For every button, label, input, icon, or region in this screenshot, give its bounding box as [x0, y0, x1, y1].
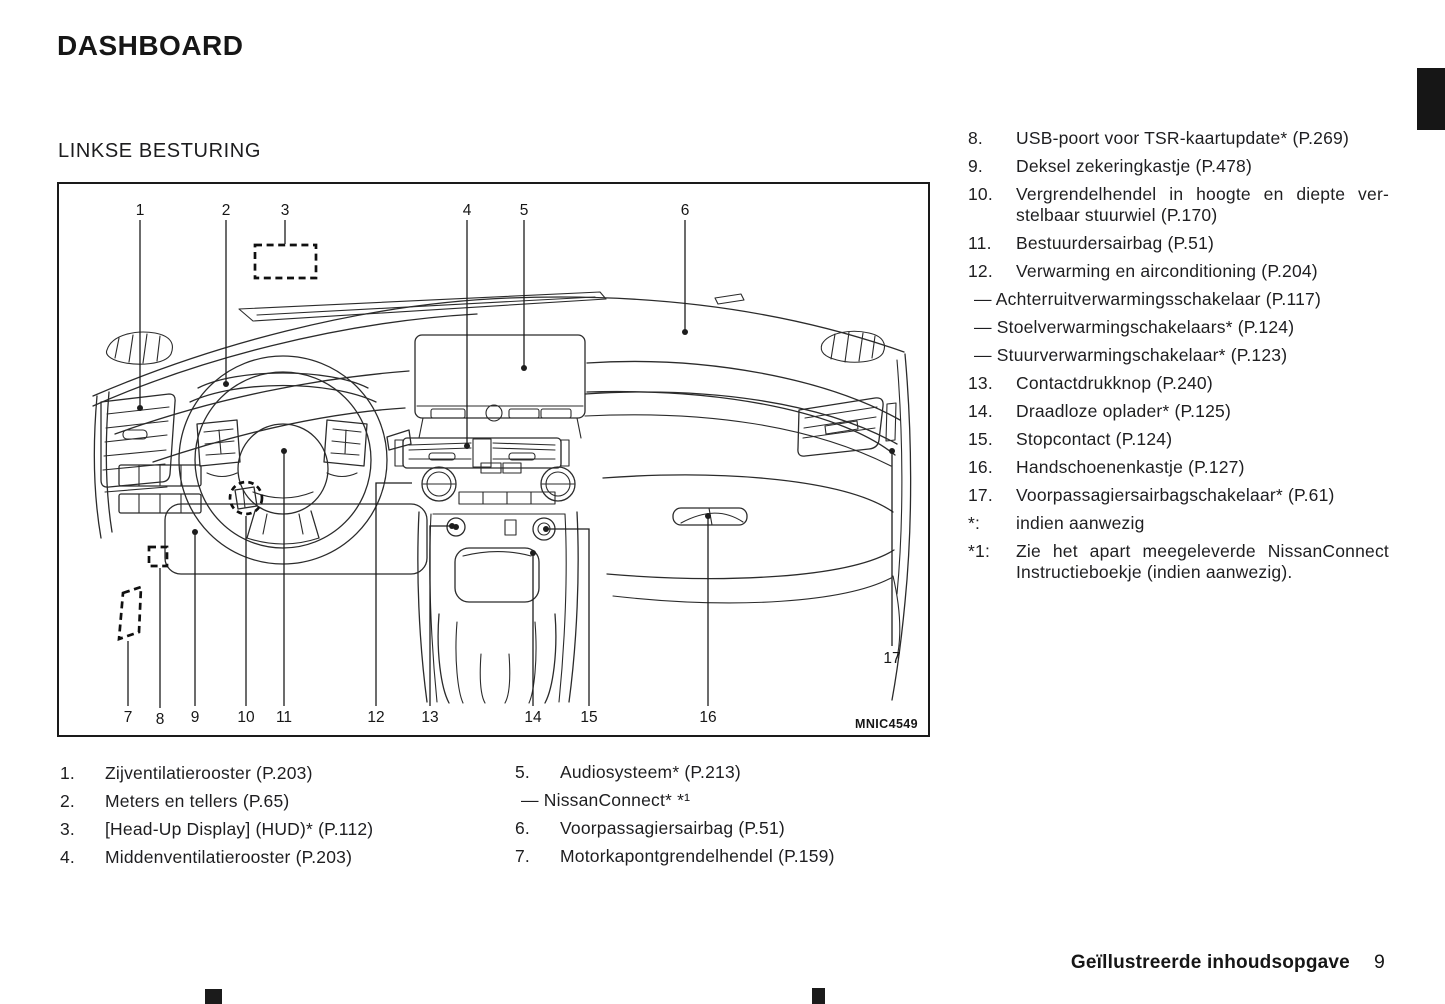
dashboard-diagram [57, 182, 930, 737]
legend-item [968, 429, 1389, 450]
figure-code: MNIC4549 [855, 717, 918, 731]
legend-item-number: 4. [60, 847, 75, 867]
legend-item-text: Meters en tellers (P.65) [105, 791, 290, 811]
legend-item-number: 17. [968, 485, 993, 505]
callout-labels [124, 202, 901, 728]
legend-item [968, 513, 1389, 534]
legend-item-text: Handschoenenkastje (P.127) [1016, 457, 1245, 477]
usb-dashed-box [149, 547, 167, 566]
legend-item [60, 819, 480, 840]
legend-item [515, 790, 935, 811]
legend-item [515, 762, 935, 783]
legend-item-text: Deksel zekeringkastje (P.478) [1016, 156, 1253, 176]
climate-controls [422, 463, 575, 504]
legend-item [968, 261, 1389, 282]
legend-item [968, 128, 1389, 149]
callout-number-8: 8 [155, 711, 165, 728]
legend-item [968, 233, 1389, 254]
callout-number-13: 13 [421, 709, 439, 726]
fusebox-dashed-shape [119, 587, 141, 639]
legend-item-text: Stopcontact (P.124) [1016, 429, 1173, 449]
legend-item-text: Voorpassagiersairbag (P.51) [560, 818, 785, 838]
page-title: DASHBOARD [57, 30, 244, 61]
callout-number-16: 16 [699, 709, 717, 726]
callout-number-15: 15 [580, 709, 598, 726]
legend-item-number: 11. [968, 233, 992, 253]
hud-dashed-box [255, 245, 316, 278]
legend-item [968, 317, 1389, 338]
section-title: LINKSE BESTURING [58, 140, 261, 162]
footer-page-number: 9 [1373, 951, 1385, 973]
legend-item-text: Voorpassagiersairbagschakelaar* (P.61) [1016, 485, 1335, 505]
callout-leader-lines [128, 220, 895, 708]
legend-item-text: — Stuurverwarmingschakelaar* (P.123) [974, 345, 1288, 365]
tilt-lever-dashed-circle [230, 482, 262, 514]
legend-item-text: Bestuurdersairbag (P.51) [1016, 233, 1215, 253]
legend-item [968, 485, 1389, 506]
legend-item-text: Contactdrukknop (P.240) [1016, 373, 1213, 393]
defrost-vents [107, 292, 885, 364]
legend-item [968, 345, 1389, 366]
callout-number-12: 12 [367, 709, 385, 726]
legend-item-text: — Achterruitverwarmingsschakelaar (P.117) [974, 289, 1321, 309]
legend-item-number: 7. [515, 846, 530, 866]
legend-item-text: Motorkapontgrendelhendel (P.159) [560, 846, 835, 866]
legend-item [60, 791, 480, 812]
legend-item-text: Zie het apart meegeleverde NissanConnect Instructieboekje (indien aanwezig). [1016, 541, 1389, 582]
legend-item-text: Audiosysteem* (P.213) [560, 762, 741, 782]
callout-number-17: 17 [883, 650, 901, 667]
legend-item [968, 373, 1389, 394]
legend-item-number: 14. [968, 401, 993, 421]
page-footer [1071, 951, 1385, 974]
legend-item [60, 847, 480, 868]
center-console [418, 512, 578, 703]
legend-item-number: 1. [60, 763, 75, 783]
legend-item [968, 401, 1389, 422]
dash-top-surface [93, 297, 904, 462]
callout-number-2: 2 [221, 202, 231, 219]
dashboard-line-art [57, 182, 930, 737]
callout-number-9: 9 [190, 709, 200, 726]
legend-item-number: *1: [968, 541, 991, 561]
callout-number-6: 6 [680, 202, 690, 219]
legend-item-text: Middenventilatierooster (P.203) [105, 847, 353, 867]
legend-item-text: — NissanConnect* *¹ [521, 790, 691, 810]
callout-number-4: 4 [462, 202, 472, 219]
callout-number-7: 7 [123, 709, 133, 726]
callout-number-11: 11 [275, 709, 293, 726]
legend-item-number: 12. [968, 261, 993, 281]
legend-item [968, 541, 1389, 583]
legend-item-text: Draadloze oplader* (P.125) [1016, 401, 1232, 421]
legend-item [968, 289, 1389, 310]
legend-item-number: 10. [968, 184, 993, 204]
callout-number-5: 5 [519, 202, 529, 219]
center-display [415, 335, 585, 438]
legend-item-text: indien aanwezig [1016, 513, 1145, 533]
legend-item-number: 6. [515, 818, 530, 838]
legend-item-text: USB-poort voor TSR-kaartupdate* (P.269) [1016, 128, 1350, 148]
callout-number-3: 3 [280, 202, 290, 219]
legend-item-number: 16. [968, 457, 993, 477]
legend-item-text: [Head-Up Display] (HUD)* (P.112) [105, 819, 374, 839]
callout-number-10: 10 [237, 709, 255, 726]
legend-item [515, 846, 935, 867]
legend-item-text: Vergrendelhendel in hoogte en diepte ver- stelbaar stuurwiel (P.170) [1016, 184, 1389, 225]
legend-item-number: 15. [968, 429, 993, 449]
binding-mark-left [205, 989, 222, 1004]
legend-list-mid [515, 762, 935, 874]
legend-item-number: 5. [515, 762, 530, 782]
legend-list-left [60, 763, 480, 875]
legend-item [968, 156, 1389, 177]
legend-item-text: Verwarming en airconditioning (P.204) [1016, 261, 1318, 281]
legend-item-text: — Stoelverwarmingschakelaars* (P.124) [974, 317, 1295, 337]
footer-section-label: Geïllustreerde inhoudsopgave [1070, 952, 1350, 973]
legend-item [968, 457, 1389, 478]
callout-number-14: 14 [524, 709, 542, 726]
legend-item [968, 184, 1389, 226]
legend-item-number: 3. [60, 819, 75, 839]
legend-item [515, 818, 935, 839]
legend-list-right [968, 128, 1389, 590]
legend-item-number: *: [968, 513, 981, 533]
legend-item-number: 9. [968, 156, 983, 176]
legend-item-number: 8. [968, 128, 983, 148]
legend-item-number: 13. [968, 373, 993, 393]
chapter-edge-tab [1417, 68, 1445, 130]
callout-number-1: 1 [135, 202, 145, 219]
legend-item [60, 763, 480, 784]
legend-item-text: Zijventilatierooster (P.203) [105, 763, 313, 783]
legend-item-number: 2. [60, 791, 75, 811]
right-dash [585, 354, 911, 700]
binding-mark-right [812, 988, 825, 1004]
